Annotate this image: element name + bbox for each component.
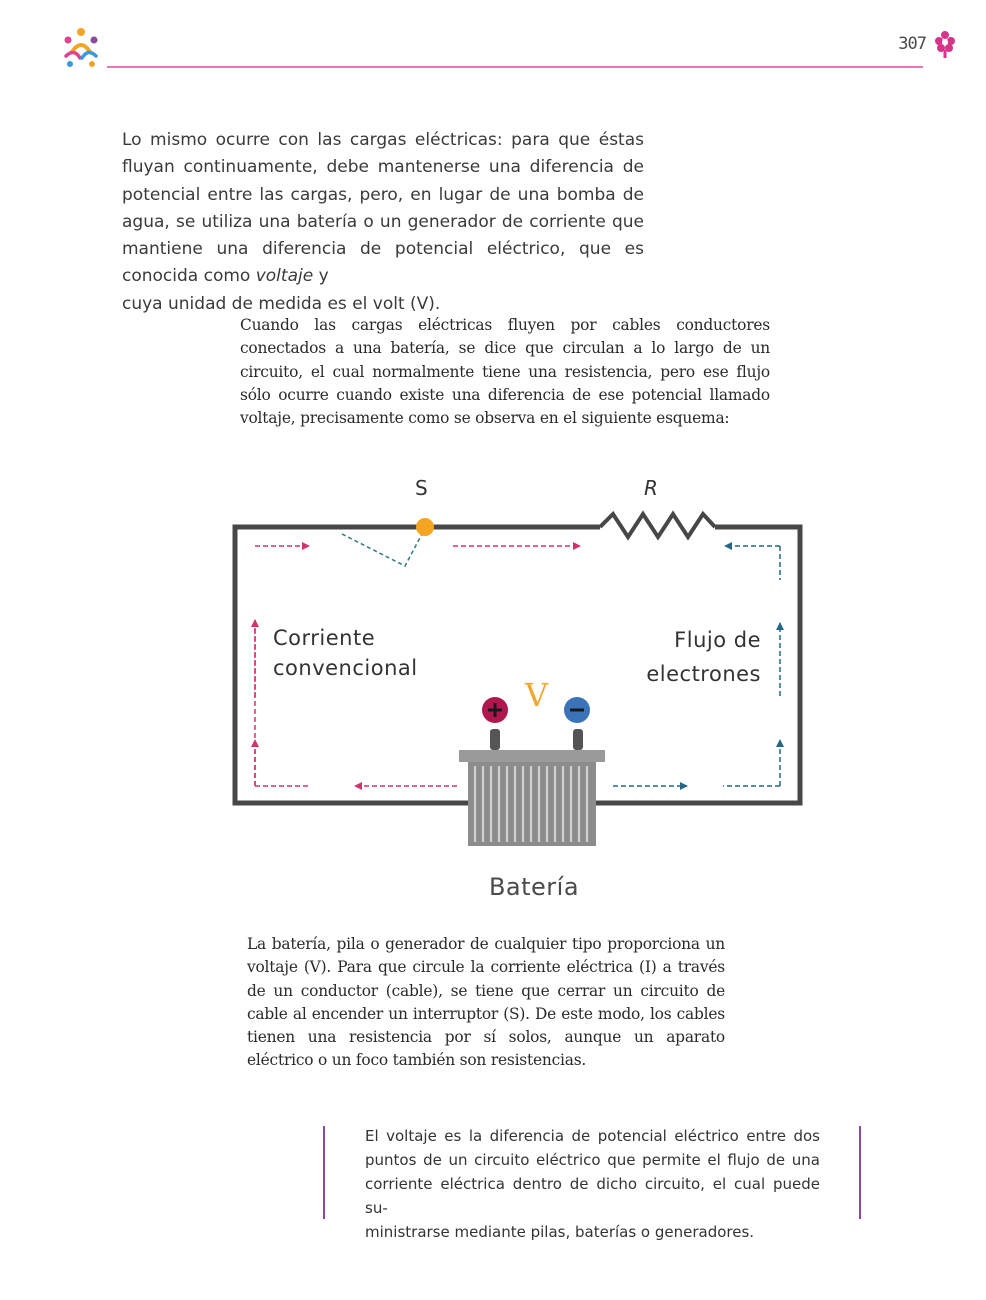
callout-right-bar (859, 1126, 861, 1219)
battery-symbol (459, 729, 605, 846)
callout-last-line: ministrarse mediante pilas, baterías o generadores. (365, 1223, 755, 1241)
conventional-current-label-line1: Corriente (273, 626, 376, 650)
positive-terminal-icon (482, 697, 508, 723)
conventional-current-label-line2: convencional (273, 656, 418, 680)
circuit-description-paragraph: Cuando las cargas eléctricas fluyen por cables conductores conectados a una batería, se dice que circulan a lo largo de un circuito, el cual normalmente tiene una resistencia, pero ese flujo sólo ocurre cuando existe una diferencia de ese potencial llamado voltaje, precisamente como se observa en el siguiente esquema: (240, 316, 770, 428)
page-number: 307 (898, 34, 926, 54)
intro-paragraph (122, 127, 644, 318)
switch-contact (416, 518, 434, 536)
voltage-definition-callout (365, 1124, 820, 1244)
negative-terminal-icon (564, 697, 590, 723)
resistor-label: R (644, 476, 658, 500)
intro-text: Lo mismo ocurre con las cargas eléctricas: para que éstas fluyan continuamente, debe mantenerse una diferencia de potencial entre las cargas, pero, en lugar de una bomba de agua, se utiliza una batería o un generador de corriente que mantiene una diferencia de potencial eléctrico, que es conocida como (122, 130, 644, 287)
header-rule (107, 66, 923, 68)
electron-flow-label (645, 623, 761, 691)
intro-text-end: y (313, 266, 329, 287)
circuit-diagram (225, 468, 815, 853)
callout-text: El voltaje es la diferencia de potencial eléctrico entre dos puntos de un circuito eléctrico que permite el flujo de una corriente eléctrica dentro de dicho circuito, el cual puede su- (365, 1127, 820, 1217)
flower-ornament-icon (933, 30, 957, 58)
battery-description-paragraph: La batería, pila o generador de cualquier tipo proporciona un voltaje (V). Para que circule la corriente eléctrica (I) a través de un conductor (cable), se tiene que cerrar un circuito de cable al encender un interruptor (S). De este modo, los cables tienen una resistencia por sí solos, aunque un aparato eléctrico o un foco también son resistencias. (247, 935, 725, 1070)
voltage-label: V (525, 676, 549, 714)
open-switch (342, 534, 422, 566)
electron-flow-label-line1: Flujo de (674, 628, 761, 652)
battery-caption: Batería (488, 873, 580, 901)
voltaje-term: voltaje (255, 266, 314, 287)
intro-last-line: cuya unidad de medida es el volt (V). (122, 293, 441, 314)
resistor-symbol (600, 514, 715, 537)
callout-left-bar (323, 1126, 325, 1219)
electron-flow-label-line2: electrones (646, 662, 761, 686)
conventional-current-label (273, 623, 418, 683)
program-logo (58, 26, 104, 70)
switch-label: S (415, 476, 428, 500)
